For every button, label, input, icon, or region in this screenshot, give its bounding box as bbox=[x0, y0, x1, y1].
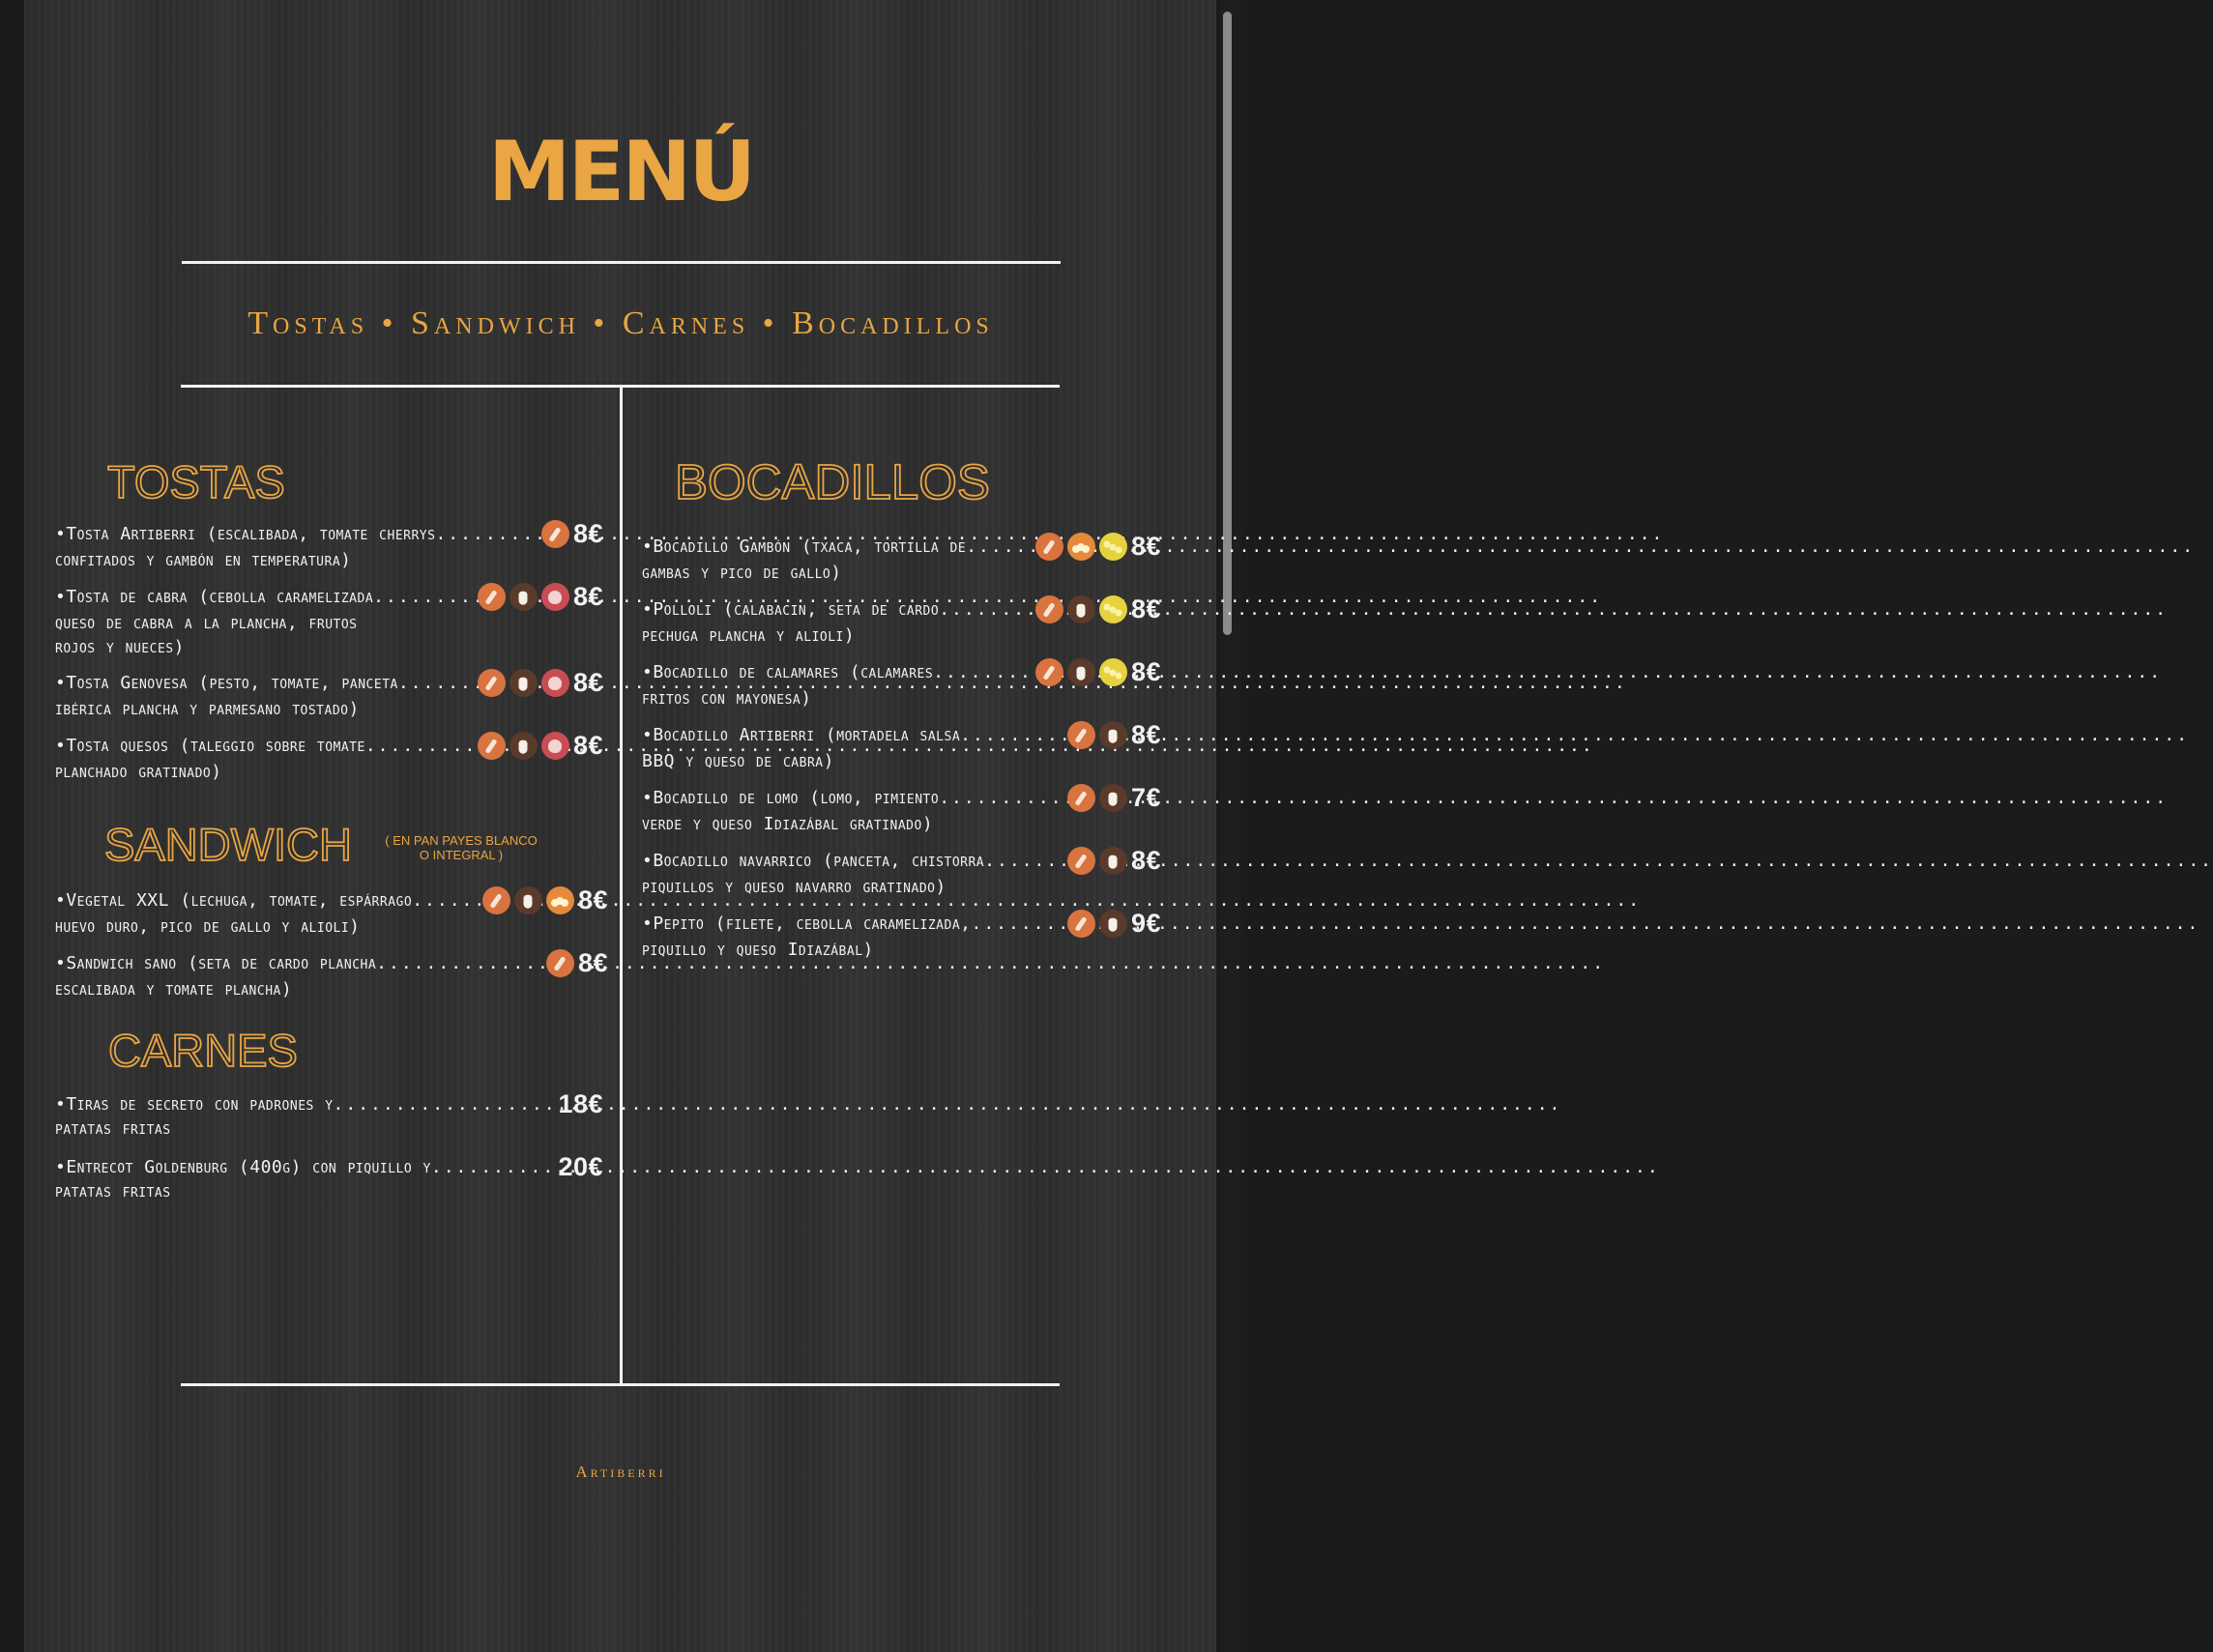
menu-item-row bbox=[642, 721, 1161, 749]
menu-item-row bbox=[55, 949, 608, 977]
sandwich-note-line2: O INTEGRAL ) bbox=[419, 848, 504, 862]
dot-leader bbox=[960, 723, 1065, 747]
page-title: MENÚ bbox=[487, 124, 754, 220]
menu-item bbox=[642, 784, 1161, 836]
nuts-icon bbox=[541, 732, 569, 760]
menu-item-name: •Tosta quesos (taleggio sobre tomate bbox=[55, 736, 365, 756]
menu-item-price: 8€ bbox=[1130, 532, 1161, 561]
egg-icon bbox=[546, 886, 574, 914]
menu-item-description: rojos y nueces) bbox=[55, 637, 185, 657]
dot-leader bbox=[939, 597, 1034, 622]
menu-item-description: escalibada y tomate plancha) bbox=[55, 979, 293, 1000]
menu-item-name: •Tosta de cabra (cebolla caramelizada bbox=[55, 587, 374, 607]
sandwich-note-line1: ( EN PAN PAYES BLANCO bbox=[385, 833, 538, 848]
menu-item-price: 8€ bbox=[1130, 720, 1161, 749]
menu-item-price: 9€ bbox=[1130, 909, 1161, 938]
menu-item-row bbox=[642, 910, 1161, 938]
dot-leader bbox=[334, 1092, 557, 1116]
menu-item-price: 20€ bbox=[558, 1152, 603, 1181]
menu-item-price: 8€ bbox=[577, 948, 608, 977]
menu-item-name: •Pepito (filete, cebolla caramelizada, bbox=[642, 913, 972, 934]
menu-item-row bbox=[55, 520, 603, 548]
menu-item bbox=[55, 520, 603, 572]
dot-leader bbox=[412, 888, 480, 913]
dot-leader bbox=[984, 849, 1065, 873]
menu-item-row bbox=[642, 784, 1161, 812]
gluten-icon bbox=[1067, 721, 1095, 749]
menu-item-price: 8€ bbox=[572, 731, 603, 760]
menu-item-description: ibérica plancha y parmesano tostado) bbox=[55, 699, 360, 719]
menu-item-description: patatas fritas bbox=[55, 1118, 171, 1139]
dot-leader bbox=[431, 1155, 557, 1179]
menu-item bbox=[55, 669, 603, 721]
menu-item-price: 8€ bbox=[572, 519, 603, 548]
menu-item-row bbox=[642, 658, 1161, 686]
menu-item-price: 7€ bbox=[1130, 783, 1161, 812]
menu-item-name: •Bocadillo de calamares (calamares bbox=[642, 662, 934, 682]
menu-item bbox=[642, 721, 1161, 773]
nuts-icon bbox=[541, 583, 569, 611]
menu-item-description: confitados y gambón en temperatura) bbox=[55, 550, 352, 570]
dot-leader bbox=[966, 535, 1034, 559]
menu-item-description: piquillos y queso navarro gratinado) bbox=[642, 877, 946, 897]
gluten-icon bbox=[482, 886, 510, 914]
mustard-icon bbox=[1099, 533, 1127, 561]
milk-icon bbox=[1099, 784, 1127, 812]
milk-icon bbox=[510, 583, 538, 611]
menu-item bbox=[55, 583, 603, 659]
menu-item-name: •Entrecot Goldenburg (400g) con piquillo y bbox=[55, 1157, 431, 1177]
menu-item-description: patatas fritas bbox=[55, 1181, 171, 1202]
dot-leader bbox=[373, 585, 476, 609]
menu-item-row bbox=[642, 595, 1161, 623]
menu-item-name: •Bocadillo Gambón (txaca, tortilla de bbox=[642, 536, 967, 557]
menu-item-name: •Bocadillo de lomo (lomo, pimiento bbox=[642, 788, 940, 808]
mustard-icon bbox=[1099, 595, 1127, 623]
menu-item-name: •Tosta Genovesa (pesto, tomate, panceta bbox=[55, 673, 398, 693]
menu-item-description: queso de cabra a la plancha, frutos bbox=[55, 613, 358, 633]
menu-item bbox=[642, 533, 1161, 585]
menu-item-row bbox=[55, 583, 603, 611]
menu-item-row bbox=[642, 847, 1161, 875]
menu-item-price: 8€ bbox=[1130, 657, 1161, 686]
menu-item-name: •Bocadillo Artiberri (mortadela salsa bbox=[642, 725, 961, 745]
menu-item-price: 8€ bbox=[1130, 846, 1161, 875]
gluten-icon bbox=[1067, 910, 1095, 938]
menu-item-name: •Tiras de secreto con padrones y bbox=[55, 1094, 334, 1115]
menu-item bbox=[642, 595, 1161, 648]
menu-item bbox=[55, 1152, 603, 1203]
menu-item-description: huevo duro, pico de gallo y alioli) bbox=[55, 916, 361, 937]
gluten-icon bbox=[478, 732, 506, 760]
section-title-carnes: CARNES bbox=[108, 1025, 298, 1076]
dot-leader bbox=[376, 951, 544, 975]
menu-item bbox=[55, 1089, 603, 1141]
dot-leader bbox=[398, 671, 476, 695]
menu-item-name: •Vegetal XXL (lechuga, tomate, espárrago bbox=[55, 890, 413, 911]
top-divider bbox=[182, 261, 1061, 264]
menu-item-description: planchado gratinado) bbox=[55, 762, 222, 782]
milk-icon bbox=[510, 732, 538, 760]
menu-item-price: 18€ bbox=[558, 1089, 603, 1118]
menu-item-price: 8€ bbox=[1130, 594, 1161, 623]
menu-item-description: pechuga plancha y alioli) bbox=[642, 625, 856, 646]
milk-icon bbox=[1099, 910, 1127, 938]
bottom-divider bbox=[181, 1383, 1060, 1386]
dot-leader bbox=[435, 522, 539, 546]
menu-item-description: gambas y pico de gallo) bbox=[642, 563, 842, 583]
milk-icon bbox=[514, 886, 542, 914]
menu-item bbox=[55, 886, 608, 939]
milk-icon bbox=[1067, 658, 1095, 686]
menu-item-row bbox=[55, 886, 608, 914]
menu-item-description: BBQ y queso de cabra) bbox=[642, 751, 834, 771]
mustard-icon bbox=[1099, 658, 1127, 686]
menu-item-name: •Sandwich sano (seta de cardo plancha bbox=[55, 953, 377, 973]
section-title-tostas: TOSTAS bbox=[107, 456, 285, 507]
menu-item-name: •Polloli (calabacin, seta de cardo bbox=[642, 599, 940, 620]
footer-brand: Artiberri bbox=[575, 1463, 666, 1481]
menu-item bbox=[642, 847, 1161, 899]
menu-item-row bbox=[55, 669, 603, 697]
milk-icon bbox=[510, 669, 538, 697]
menu-item-name: •Tosta Artiberri (escalibada, tomate cherrys bbox=[55, 524, 436, 544]
dot-leader bbox=[972, 912, 1065, 936]
gluten-icon bbox=[541, 520, 569, 548]
menu-item bbox=[55, 949, 608, 1001]
category-subtitle: Tostas • Sandwich • Carnes • Bocadillos bbox=[248, 305, 994, 341]
menu-item-description: piquillo y queso Idiazábal) bbox=[642, 940, 874, 960]
gluten-icon bbox=[478, 669, 506, 697]
menu-item-price: 8€ bbox=[572, 582, 603, 611]
milk-icon bbox=[1099, 847, 1127, 875]
sandwich-note bbox=[384, 833, 539, 862]
gluten-icon bbox=[1067, 847, 1095, 875]
nuts-icon bbox=[541, 669, 569, 697]
gluten-icon bbox=[1035, 595, 1063, 623]
section-title-sandwich: SANDWICH bbox=[104, 819, 352, 870]
dot-leader bbox=[933, 660, 1034, 684]
milk-icon bbox=[1067, 595, 1095, 623]
gluten-icon bbox=[546, 949, 574, 977]
menu-item-row bbox=[55, 1089, 603, 1118]
menu-item-row bbox=[642, 533, 1161, 561]
menu-item bbox=[642, 910, 1161, 962]
menu-item bbox=[55, 732, 603, 784]
milk-icon bbox=[1099, 721, 1127, 749]
dot-leader bbox=[939, 786, 1065, 810]
gluten-icon bbox=[1067, 784, 1095, 812]
menu-item bbox=[642, 658, 1161, 710]
gluten-icon bbox=[1035, 658, 1063, 686]
menu-item-row bbox=[55, 732, 603, 760]
menu-item-description: fritos con mayonesa) bbox=[642, 688, 812, 709]
menu-item-price: 8€ bbox=[577, 885, 608, 914]
dot-leader bbox=[365, 734, 476, 758]
menu-item-row bbox=[55, 1152, 603, 1181]
egg-icon bbox=[1067, 533, 1095, 561]
gluten-icon bbox=[478, 583, 506, 611]
menu-item-description: verde y queso Idiazábal gratinado) bbox=[642, 814, 934, 834]
section-title-bocadillos: BOCADILLOS bbox=[675, 454, 990, 509]
gluten-icon bbox=[1035, 533, 1063, 561]
menu-item-name: •Bocadillo navarrico (panceta, chistorra bbox=[642, 851, 985, 871]
menu-item-price: 8€ bbox=[572, 668, 603, 697]
